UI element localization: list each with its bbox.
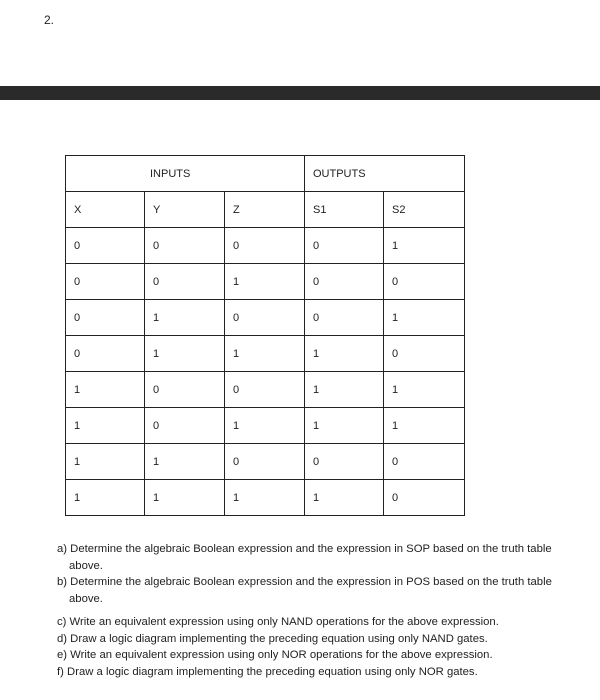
table-cell: 1 xyxy=(66,372,145,408)
table-cell: 0 xyxy=(384,444,465,480)
table-cell: 1 xyxy=(66,444,145,480)
table-cell: 1 xyxy=(305,336,384,372)
column-header-s1: S1 xyxy=(305,192,384,228)
column-header-s2: S2 xyxy=(384,192,465,228)
separator-bar xyxy=(0,86,600,100)
table-cell: 0 xyxy=(384,480,465,516)
table-row xyxy=(66,300,465,336)
question-list xyxy=(57,541,577,680)
table-cell: 0 xyxy=(66,264,145,300)
column-header-row xyxy=(66,192,465,228)
table-cell: 1 xyxy=(384,408,465,444)
table-row xyxy=(66,264,465,300)
question-c: c) Write an equivalent expression using only NAND operations for the above expression. xyxy=(57,616,499,628)
table-cell: 1 xyxy=(66,408,145,444)
group-header-row xyxy=(66,156,465,192)
inputs-header: INPUTS xyxy=(66,156,305,192)
table-row xyxy=(66,336,465,372)
outputs-header: OUTPUTS xyxy=(305,156,465,192)
table-cell: 0 xyxy=(66,336,145,372)
table-cell: 1 xyxy=(225,480,305,516)
table-cell: 0 xyxy=(145,264,225,300)
table-row xyxy=(66,480,465,516)
table-cell: 0 xyxy=(225,372,305,408)
table-cell: 0 xyxy=(66,228,145,264)
table-cell: 0 xyxy=(305,300,384,336)
column-header-y: Y xyxy=(145,192,225,228)
table-cell: 1 xyxy=(384,372,465,408)
table-cell: 0 xyxy=(305,228,384,264)
table-row xyxy=(66,228,465,264)
table-cell: 1 xyxy=(225,336,305,372)
truth-table xyxy=(65,155,465,516)
table-cell: 0 xyxy=(145,372,225,408)
table-cell: 1 xyxy=(384,300,465,336)
table-cell: 0 xyxy=(384,336,465,372)
table-cell: 1 xyxy=(305,372,384,408)
table-cell: 0 xyxy=(225,444,305,480)
table-cell: 1 xyxy=(305,408,384,444)
table-cell: 0 xyxy=(225,228,305,264)
table-cell: 1 xyxy=(305,480,384,516)
question-b: b) Determine the algebraic Boolean expression and the expression in POS based on the truth table above. xyxy=(57,576,552,605)
table-cell: 0 xyxy=(225,300,305,336)
table-cell: 0 xyxy=(145,228,225,264)
table-row xyxy=(66,408,465,444)
table-cell: 0 xyxy=(66,300,145,336)
question-f: f) Draw a logic diagram implementing the preceding equation using only NOR gates. xyxy=(57,665,478,678)
table-row xyxy=(66,372,465,408)
table-cell: 1 xyxy=(145,444,225,480)
table-cell: 1 xyxy=(225,408,305,444)
question-a: a) Determine the algebraic Boolean expression and the expression in SOP based on the truth table above. xyxy=(57,543,552,572)
question-d: d) Draw a logic diagram implementing the preceding equation using only NAND gates. xyxy=(57,632,488,645)
table-cell: 1 xyxy=(145,300,225,336)
column-header-z: Z xyxy=(225,192,305,228)
table-cell: 1 xyxy=(225,264,305,300)
table-cell: 0 xyxy=(384,264,465,300)
table-cell: 1 xyxy=(66,480,145,516)
question-e: e) Write an equivalent expression using only NOR operations for the above expression. xyxy=(57,649,493,661)
table-cell: 1 xyxy=(145,480,225,516)
table-row xyxy=(66,444,465,480)
table-cell: 1 xyxy=(384,228,465,264)
question-number: 2. xyxy=(44,13,55,27)
table-cell: 1 xyxy=(145,336,225,372)
column-header-x: X xyxy=(66,192,145,228)
table-cell: 0 xyxy=(305,444,384,480)
table-cell: 0 xyxy=(145,408,225,444)
table-cell: 0 xyxy=(305,264,384,300)
